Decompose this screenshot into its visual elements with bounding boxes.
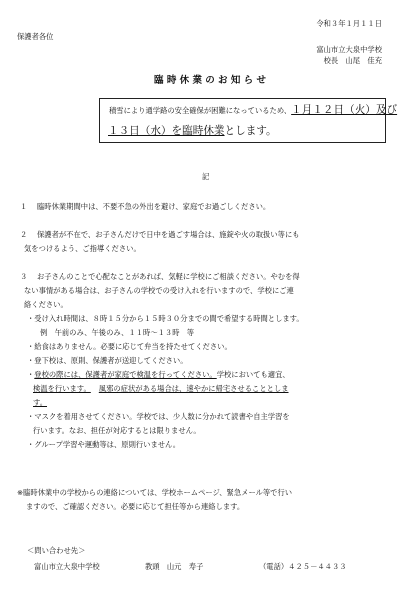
item-3-number: ３ [20,272,28,281]
issue-date: 令和３年１月１１日 [316,19,382,28]
temperature-line-1-suffix: 学校においても適宜、 [216,370,290,379]
item-3-text-line-1: お子さんのことで心配なことがあれば、気軽に学校にご相談ください。やむを得 [37,272,300,281]
item-2-number: ２ [20,230,28,239]
contact-phone: （電話）４２５－４４３３ [259,562,347,571]
bullet-reception-time: ・受け入れ時間は、８時１５分から１５時３０分までの間で希望する時間とします。 [27,314,304,323]
notice-line-2-suffix: とします。 [224,125,277,137]
notice-date-emphasis-1: １月１２日（火）及び [291,104,398,116]
item-2-text-line-1: 保護者が不在で、お子さんだけで日中を過ごす場合は、施錠や火の取扱い等にも [37,230,300,239]
note-line-1: ※臨時休業中の学校からの連絡については、学校ホームページ、緊急メール等で行い [17,488,293,497]
bullet-group-study: ・グループ学習や運動等は、原則行いません。 [27,440,181,449]
note-line-2: ますので、ご確認ください。必要に応じて担任等から連絡します。 [26,502,245,511]
bullet-mask-line-2: 行います。なお、担任が対応するとは限りません。 [33,426,201,435]
document-title: 臨 時 休 業 の お 知 ら せ [154,75,266,86]
contact-heading: ＜問い合わせ先＞ [27,546,86,555]
bullet-lunch: ・給食はありません。必要に応じて弁当を持たせてください。 [27,342,232,351]
bullet-mark: ・ [27,370,35,379]
notice-box [99,98,398,143]
cold-symptoms-emphasis: 風邪の症状がある場合は、速やかに帰宅させることとしま [98,384,289,393]
bullet-reception-example: 例 午前のみ、午後のみ、１１時～１３時 等 [40,328,195,337]
item-2-text-line-2: 気をつけるよう、ご指導ください。 [24,244,141,253]
school-temperature-emphasis: 検温を行います。 [33,384,91,393]
recipient: 保護者各位 [17,32,54,41]
notice-line-2 [108,126,277,137]
bullet-mask-line-1: ・マスクを着用させてください。学校では、少人数に分かれて読書や自主学習を [27,412,290,421]
item-1-number: １ [20,202,28,211]
bullet-temperature-line-3 [33,397,47,408]
item-3-text-line-2: ない事情がある場合は、お子さんの学校での受け入れを行いますので、学校にご連 [24,286,294,295]
bullet-temperature-line-2 [33,383,289,394]
item-3-text-line-3: 絡ください。 [24,300,68,309]
notice-line-1 [109,105,397,116]
school-name: 富山市立大泉中学校 [316,45,382,54]
bullet-commute: ・登下校は、原則、保護者が送迎してください。 [27,356,188,365]
item-1-text: 臨時休業期間中は、不要不急の外出を避け、家庭でお過ごしください。 [37,202,271,211]
ki-heading: 記 [202,172,210,181]
contact-school: 富山市立大泉中学校 [34,562,100,571]
bullet-temperature-line-1 [27,369,290,380]
cold-symptoms-emphasis-end: す。 [33,398,48,407]
notice-date-emphasis-2: １３日（水）を臨時休業 [108,125,225,137]
contact-teacher: 教頭 山元 寿子 [145,562,204,571]
notice-line-1-prefix: 積雪により通学路の安全確保が困難になっているため、 [109,106,292,115]
temperature-check-emphasis: 登校の際には、保護者が家庭で検温を行ってください。 [34,370,217,379]
principal-name: 校長 山尾 佳充 [323,56,382,65]
